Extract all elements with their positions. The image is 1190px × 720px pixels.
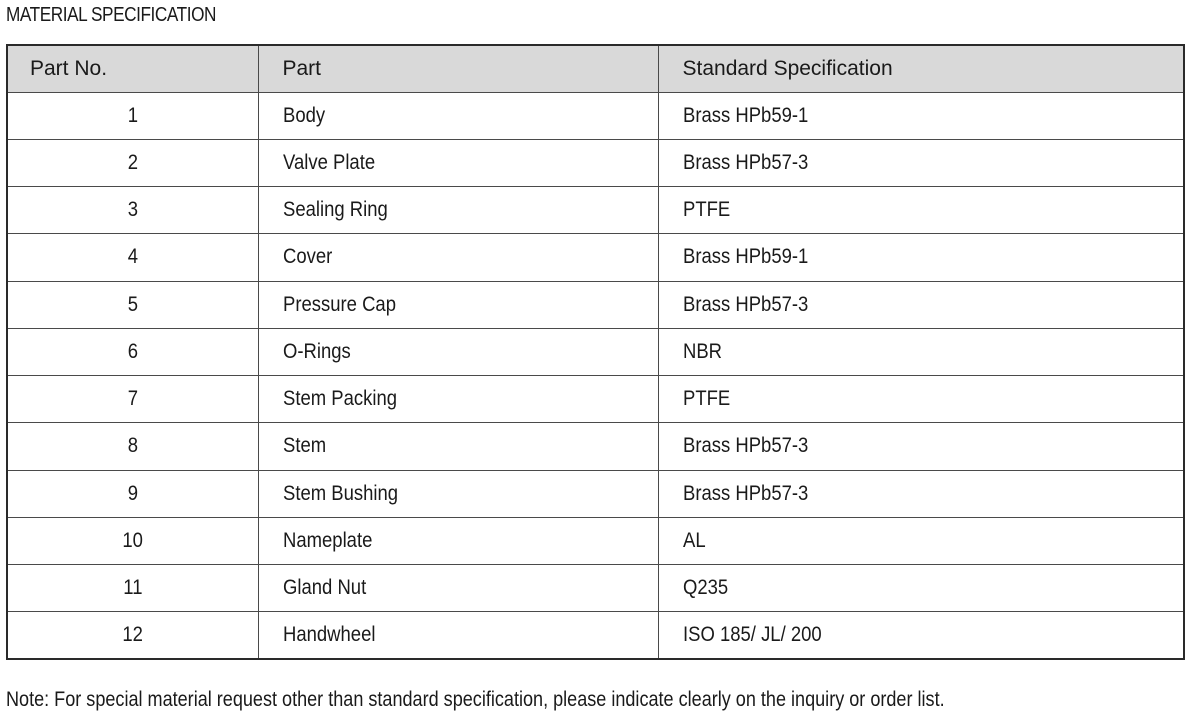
cell-spec (658, 565, 1184, 612)
table-row (7, 565, 1184, 612)
cell-spec-text: ISO 185/ JL/ 200 (682, 623, 822, 647)
cell-part-text: Nameplate (282, 528, 372, 552)
cell-part-no (7, 423, 258, 470)
table-row (7, 328, 1184, 375)
cell-part-text: Gland Nut (282, 576, 366, 600)
cell-part (258, 328, 658, 375)
cell-part (258, 565, 658, 612)
material-spec-table (6, 44, 1185, 660)
cell-part-no-text: 7 (127, 387, 138, 411)
cell-part-text: Handwheel (282, 623, 375, 647)
cell-part-text: Stem (282, 434, 326, 458)
cell-part-no (7, 234, 258, 281)
cell-part-text: O-Rings (282, 339, 351, 363)
cell-spec (658, 92, 1184, 139)
cell-spec-text: Brass HPb57-3 (682, 150, 808, 174)
cell-part-text: Body (282, 103, 325, 127)
table-row (7, 423, 1184, 470)
cell-part-no (7, 470, 258, 517)
cell-part-no-text: 11 (123, 576, 143, 600)
cell-part-no-text: 5 (127, 292, 138, 316)
cell-part-no-text: 10 (122, 528, 144, 552)
table-row (7, 612, 1184, 659)
cell-part-no-text: 4 (127, 245, 138, 269)
cell-part-text: Stem Packing (282, 387, 397, 411)
cell-spec-text: PTFE (682, 387, 730, 411)
cell-part (258, 281, 658, 328)
cell-part-no-text: 1 (127, 103, 138, 127)
table-row (7, 234, 1184, 281)
table-row (7, 187, 1184, 234)
cell-part-no-text: 3 (127, 198, 138, 222)
cell-part (258, 234, 658, 281)
table-row (7, 517, 1184, 564)
cell-spec (658, 612, 1184, 659)
cell-part-no (7, 517, 258, 564)
cell-part-no (7, 376, 258, 423)
table-row (7, 139, 1184, 186)
cell-part-no (7, 565, 258, 612)
cell-spec-text: PTFE (682, 198, 730, 222)
cell-part-text: Valve Plate (282, 150, 375, 174)
cell-part (258, 187, 658, 234)
table-header-row (7, 45, 1184, 92)
cell-part (258, 470, 658, 517)
cell-spec (658, 517, 1184, 564)
cell-part-no-text: 2 (127, 150, 138, 174)
cell-spec (658, 423, 1184, 470)
cell-part-no-text: 6 (127, 339, 138, 363)
cell-spec-text: Q235 (682, 576, 728, 600)
cell-spec-text: Brass HPb57-3 (682, 481, 808, 505)
header-standard-specification: Standard Specification (658, 45, 1184, 92)
table-body (7, 92, 1184, 659)
page-title: MATERIAL SPECIFICATION (6, 4, 217, 26)
cell-spec-text: Brass HPb59-1 (682, 245, 808, 269)
cell-part (258, 92, 658, 139)
cell-part-text: Pressure Cap (282, 292, 396, 316)
cell-part-no (7, 328, 258, 375)
cell-part (258, 139, 658, 186)
cell-spec (658, 328, 1184, 375)
cell-spec (658, 187, 1184, 234)
cell-part-no-text: 12 (122, 623, 144, 647)
cell-spec-text: AL (682, 528, 706, 552)
cell-part-no-text: 9 (127, 481, 138, 505)
footnote: Note: For special material request other than standard specification, please indicate clearly on the inquiry or order list. (6, 688, 945, 711)
table-row (7, 376, 1184, 423)
table-row (7, 92, 1184, 139)
cell-part-no-text: 8 (127, 434, 138, 458)
cell-spec (658, 376, 1184, 423)
cell-spec (658, 234, 1184, 281)
cell-spec-text: Brass HPb57-3 (682, 292, 808, 316)
cell-part (258, 423, 658, 470)
cell-part-no (7, 281, 258, 328)
header-part: Part (258, 45, 658, 92)
cell-part-text: Stem Bushing (282, 481, 398, 505)
cell-part-no (7, 139, 258, 186)
cell-spec (658, 281, 1184, 328)
cell-spec-text: Brass HPb57-3 (682, 434, 808, 458)
cell-part-no (7, 92, 258, 139)
cell-spec-text: Brass HPb59-1 (682, 103, 808, 127)
cell-spec-text: NBR (682, 339, 722, 363)
cell-spec (658, 139, 1184, 186)
cell-part (258, 612, 658, 659)
cell-part (258, 517, 658, 564)
header-part-no: Part No. (7, 45, 258, 92)
cell-part (258, 376, 658, 423)
cell-part-no (7, 612, 258, 659)
cell-spec (658, 470, 1184, 517)
cell-part-text: Cover (282, 245, 332, 269)
cell-part-no (7, 187, 258, 234)
cell-part-text: Sealing Ring (282, 198, 388, 222)
table-row (7, 281, 1184, 328)
table-row (7, 470, 1184, 517)
